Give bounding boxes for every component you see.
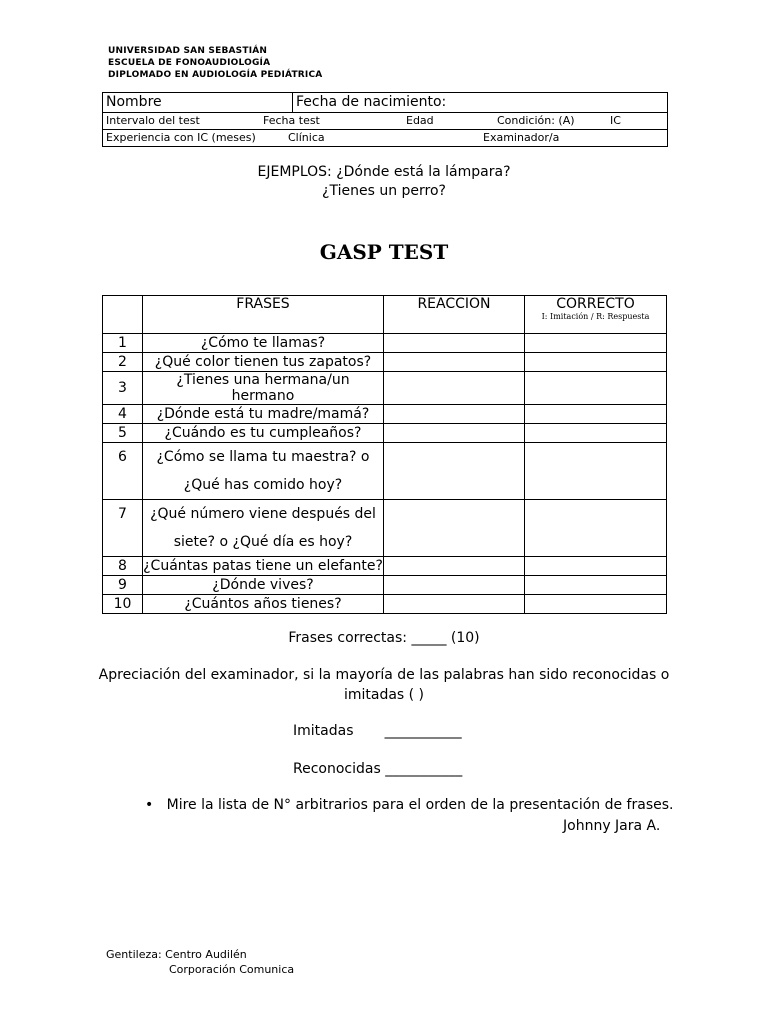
bullet-text: Mire la lista de N° arbitrarios para el orden de la presentación de frases. bbox=[166, 797, 674, 813]
row-number: 7 bbox=[103, 500, 143, 557]
condicion-field[interactable]: Condición: (A) bbox=[497, 114, 575, 127]
col-number-header bbox=[103, 296, 143, 334]
correcto-cell[interactable] bbox=[525, 595, 667, 614]
phrase-line-1: ¿Cuándo es tu cumpleaños? bbox=[164, 425, 362, 441]
reaccion-cell[interactable] bbox=[384, 576, 525, 595]
correcto-cell[interactable] bbox=[525, 424, 667, 443]
school-name: ESCUELA DE FONOAUDIOLOGÍA bbox=[108, 58, 271, 68]
table-row bbox=[103, 595, 667, 614]
row-number: 5 bbox=[103, 424, 143, 443]
footer-line-1: Gentileza: Centro Audilén bbox=[106, 948, 247, 961]
info-row-3 bbox=[103, 130, 667, 146]
reaccion-cell[interactable] bbox=[384, 334, 525, 353]
table-row bbox=[103, 353, 667, 372]
reaccion-cell[interactable] bbox=[384, 595, 525, 614]
correcto-cell[interactable] bbox=[525, 334, 667, 353]
phrase-line-1: ¿Qué número viene después del bbox=[150, 506, 376, 522]
footer-line-2: Corporación Comunica bbox=[169, 963, 295, 976]
reaccion-cell[interactable] bbox=[384, 405, 525, 424]
row-phrase bbox=[143, 353, 384, 372]
ejemplos-line-1: EJEMPLOS: ¿Dónde está la lámpara? bbox=[257, 164, 511, 180]
author-name: Johnny Jara A. bbox=[563, 818, 661, 834]
page-title: GASP TEST bbox=[319, 240, 449, 264]
ejemplos-line-2: ¿Tienes un perro? bbox=[322, 183, 446, 199]
row-number: 10 bbox=[103, 595, 143, 614]
col-correcto-header bbox=[525, 296, 667, 334]
phrase-line-1: ¿Cómo te llamas? bbox=[200, 335, 326, 351]
phrase-line-1: ¿Cuántos años tienes? bbox=[184, 596, 342, 612]
row-phrase bbox=[143, 443, 384, 500]
row-phrase bbox=[143, 334, 384, 353]
row-phrase bbox=[143, 500, 384, 557]
fecha-nacimiento-field[interactable]: Fecha de nacimiento: bbox=[296, 94, 447, 110]
imitadas-field[interactable]: Imitadas ___________ bbox=[293, 723, 462, 739]
row-number: 2 bbox=[103, 353, 143, 372]
patient-info-table bbox=[102, 92, 668, 147]
apreciacion-line-1: Apreciación del examinador, si la mayoría de las palabras han sido reconocidas o bbox=[98, 667, 670, 683]
row-phrase bbox=[143, 424, 384, 443]
reaccion-cell[interactable] bbox=[384, 443, 525, 500]
correcto-cell[interactable] bbox=[525, 576, 667, 595]
table-row bbox=[103, 372, 667, 405]
col-frases-header: FRASES bbox=[143, 296, 384, 334]
correcto-cell[interactable] bbox=[525, 405, 667, 424]
edad-field[interactable]: Edad bbox=[406, 114, 434, 127]
row-number: 9 bbox=[103, 576, 143, 595]
phrase-line-1: ¿Qué color tienen tus zapatos? bbox=[154, 354, 372, 370]
phrase-line-2: ¿Qué has comido hoy? bbox=[183, 477, 343, 493]
reaccion-cell[interactable] bbox=[384, 500, 525, 557]
experiencia-field[interactable]: Experiencia con IC (meses) bbox=[106, 131, 256, 144]
reaccion-cell[interactable] bbox=[384, 353, 525, 372]
correcto-cell[interactable] bbox=[525, 500, 667, 557]
correcto-cell[interactable] bbox=[525, 443, 667, 500]
ic-field[interactable]: IC bbox=[610, 114, 621, 127]
examinador-field[interactable]: Examinador/a bbox=[483, 131, 560, 144]
phrase-line-1: ¿Dónde vives? bbox=[212, 577, 314, 593]
row-phrase bbox=[143, 595, 384, 614]
row-phrase bbox=[143, 576, 384, 595]
bullet-icon: • bbox=[145, 797, 167, 813]
info-row-1 bbox=[103, 93, 667, 113]
apreciacion-line-2: imitadas ( ) bbox=[343, 687, 425, 703]
table-row bbox=[103, 557, 667, 576]
row-phrase bbox=[143, 372, 384, 405]
reconocidas-field[interactable]: Reconocidas ___________ bbox=[293, 761, 463, 777]
row-number: 1 bbox=[103, 334, 143, 353]
phrase-line-1: ¿Cómo se llama tu maestra? o bbox=[156, 449, 370, 465]
intervalo-field[interactable]: Intervalo del test bbox=[106, 114, 200, 127]
table-row bbox=[103, 576, 667, 595]
instruction-bullet bbox=[145, 797, 673, 813]
correcto-sublabel: I: Imitación / R: Respuesta bbox=[541, 312, 650, 321]
nombre-field[interactable]: Nombre bbox=[103, 93, 293, 112]
correcto-label: CORRECTO bbox=[556, 296, 635, 312]
gasp-table bbox=[102, 295, 667, 614]
clinica-field[interactable]: Clínica bbox=[288, 131, 325, 144]
reaccion-cell[interactable] bbox=[384, 424, 525, 443]
phrase-line-1: ¿Dónde está tu madre/mamá? bbox=[156, 406, 370, 422]
row-number: 6 bbox=[103, 443, 143, 500]
row-phrase bbox=[143, 557, 384, 576]
diploma-name: DIPLOMADO EN AUDIOLOGÍA PEDIÁTRICA bbox=[108, 70, 323, 80]
phrase-line-2: siete? o ¿Qué día es hoy? bbox=[173, 534, 353, 550]
row-number: 3 bbox=[103, 372, 143, 405]
phrase-line-1: ¿Cuántas patas tiene un elefante? bbox=[143, 558, 383, 574]
info-row-2 bbox=[103, 113, 667, 130]
frases-correctas: Frases correctas: _____ (10) bbox=[288, 630, 480, 646]
row-number: 8 bbox=[103, 557, 143, 576]
reaccion-cell[interactable] bbox=[384, 557, 525, 576]
university-name: UNIVERSIDAD SAN SEBASTIÁN bbox=[108, 46, 268, 56]
fecha-test-field[interactable]: Fecha test bbox=[263, 114, 320, 127]
institution-header bbox=[108, 45, 322, 81]
col-reaccion-header: REACCION bbox=[384, 296, 525, 334]
correcto-cell[interactable] bbox=[525, 353, 667, 372]
correcto-cell[interactable] bbox=[525, 372, 667, 405]
table-row bbox=[103, 334, 667, 353]
table-row bbox=[103, 500, 667, 557]
table-row bbox=[103, 424, 667, 443]
reaccion-cell[interactable] bbox=[384, 372, 525, 405]
row-number: 4 bbox=[103, 405, 143, 424]
row-phrase bbox=[143, 405, 384, 424]
table-row bbox=[103, 405, 667, 424]
correcto-cell[interactable] bbox=[525, 557, 667, 576]
table-row bbox=[103, 443, 667, 500]
footer-credits bbox=[106, 947, 294, 977]
phrase-line-1: ¿Tienes una hermana/un hermano bbox=[176, 372, 350, 404]
